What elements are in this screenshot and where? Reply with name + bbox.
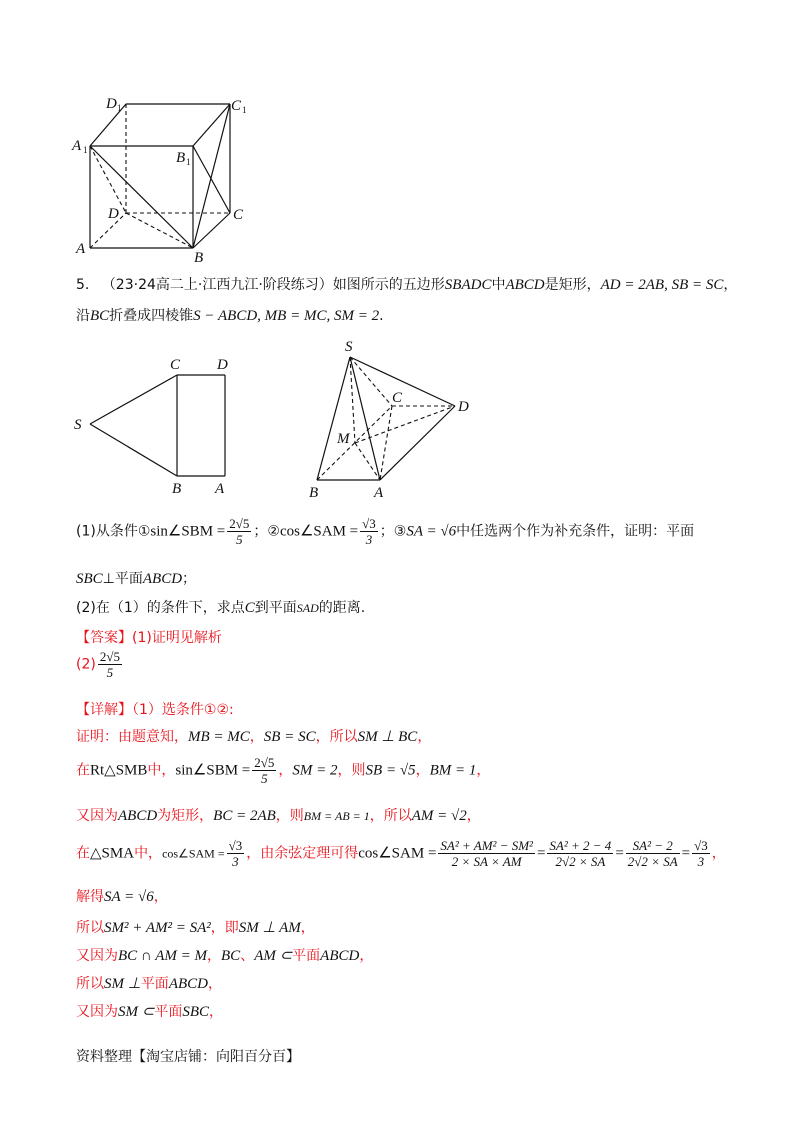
detail-l7-plane: 平面 (292, 948, 321, 964)
detail-l4-end: ， (711, 845, 726, 862)
problem-line2-text: 沿 (76, 308, 90, 324)
answer-part2-den: 5 (106, 665, 114, 680)
q1-c2-num: √3 (362, 516, 376, 531)
detail-l9-m2: SBC (182, 1004, 209, 1020)
detail-l2-sb: SB = √5 (365, 762, 416, 779)
detail-l4-cos2: cos∠SAM = (358, 845, 437, 862)
q1-c1-den: 5 (236, 532, 243, 547)
cube-label-b1-sub: 1 (186, 157, 191, 167)
cube-label-d: D (108, 206, 119, 222)
detail-l2-then: ，则 (337, 762, 366, 779)
detail-l3-mid: 为矩形， (157, 808, 214, 824)
q1-plane-abcd: ABCD (142, 571, 183, 587)
detail-l4-f2d: 2√2 × SA (555, 854, 606, 869)
detail-tag: 【详解】 (76, 702, 132, 718)
detail-l1-text: 证明：由题意知， (76, 729, 188, 745)
problem-line-1 (76, 274, 737, 294)
detail-l4-num: √3 (228, 838, 243, 853)
detail-l4-text: 在 (76, 845, 90, 862)
pentagon-label-a: A (215, 481, 225, 497)
detail-l4-f1n: SA² + AM² − SM² (440, 838, 533, 853)
detail-l3-so: ，所以 (369, 808, 412, 824)
detail-l7-m4: ABCD (320, 948, 360, 964)
detail-l8-m: SM ⊥ (104, 976, 141, 992)
q2-point: C (244, 600, 255, 616)
pyramid-label-c: C (392, 390, 403, 406)
cube-label-a: A (76, 241, 86, 257)
detail-l7-text: 又因为 (76, 948, 118, 964)
q1-plane-sbc: SBC (76, 571, 103, 587)
q1-line-1 (76, 516, 694, 547)
q1-line2-end: ； (182, 571, 197, 587)
detail-l3-end: ， (466, 808, 481, 824)
detail-l2-bm: BM = 1 (429, 762, 477, 779)
pyramid-figure (305, 335, 490, 505)
detail-l7-dun: 、 (240, 948, 255, 964)
detail-l4-fraction-3 (626, 838, 680, 869)
detail-l4-mid: 中， (134, 845, 163, 862)
problem-math-pyramid: S − ABCD, MB = MC, SM = 2 (193, 308, 380, 324)
detail-l7-end: ， (359, 948, 374, 964)
detail-head (76, 699, 234, 719)
detail-l6-m2: SM ⊥ AM (238, 920, 301, 936)
cube-label-d1-sub: 1 (117, 103, 122, 113)
detail-l3-m2: BC = 2AB (213, 808, 276, 824)
detail-l6-end: ， (300, 920, 315, 936)
detail-l1-end: ， (417, 729, 432, 745)
problem-stem-comma: ， (723, 277, 738, 293)
detail-l4-fraction-0 (227, 838, 245, 869)
q1-prefix: (1)从条件① (76, 523, 151, 540)
detail-l7-sep: ， (207, 948, 222, 964)
detail-l4-cos: cos∠SAM = (162, 846, 225, 861)
detail-l3-m4: AM = √2 (411, 808, 467, 824)
problem-stem-mid: 中 (491, 277, 506, 293)
q2-mid: 到平面 (254, 600, 297, 616)
detail-line-1 (76, 726, 431, 746)
q1-c2-fraction (360, 516, 378, 547)
detail-l4-tri: △SMA (90, 845, 135, 862)
problem-math-cond: AD = 2AB, SB = SC (600, 277, 724, 293)
problem-line2-rest: 折叠成四棱锥 (109, 308, 194, 324)
detail-l2-sin: sin∠SBM = (175, 762, 251, 779)
q1-suffix: 中任选两个作为补充条件，证明：平面 (456, 523, 695, 540)
detail-l5-m: SA = √6 (104, 889, 154, 905)
detail-line-6 (76, 917, 315, 937)
q1-c1-left: sin∠SBM = (150, 523, 226, 540)
detail-l1-m2: SB = SC (263, 729, 316, 745)
q1-c1-fraction (227, 516, 251, 547)
answer-tag: 【答案】 (76, 630, 132, 646)
cube-label-b1: B (176, 150, 186, 166)
q1-c2-prefix: ；② (253, 523, 280, 540)
detail-l2-sm: SM = 2 (292, 762, 338, 779)
pentagon-label-s: S (74, 417, 82, 433)
detail-line-5 (76, 886, 168, 906)
detail-line-3 (76, 805, 481, 825)
detail-l1-sep: ， (249, 729, 264, 745)
detail-l2-end: ， (476, 762, 491, 779)
detail-l5-end: ， (153, 889, 168, 905)
detail-l9-end: ， (209, 1004, 223, 1020)
cube-label-d1: D (106, 96, 117, 112)
detail-l9-text: 又因为 (76, 1004, 118, 1020)
cube-label-c: C (233, 207, 244, 223)
detail-l4-f1d: 2 × SA × AM (451, 854, 522, 869)
detail-l3-text: 又因为 (76, 808, 118, 824)
pentagon-label-c: C (170, 357, 181, 373)
detail-l4-fraction-2 (547, 838, 613, 869)
detail-l8-end: ， (207, 976, 222, 992)
detail-l9-plane: 平面 (154, 1004, 183, 1020)
detail-l3-m1: ABCD (118, 808, 158, 824)
detail-line-4: 在△SMA中，cos∠SAM = $\frac{√3}{3}$ ，由余弦定理可得cos∠SAM = $\frac{\text{SA² + AM² − SM²}}{2 \times SA \times AM}$ = $\frac{\text{SA² + 2 − 4}}{2√2 \times SA}$ = $\frac{\text{SA² − 2}}{2√2 \times SA}$ = $\frac{√3}{3}$ ， (76, 838, 726, 869)
pentagon-figure (70, 352, 245, 497)
detail-l7-m2: BC (221, 948, 241, 964)
pentagon-label-b: B (172, 481, 182, 497)
pyramid-label-a: A (374, 485, 384, 501)
problem-line2-end: . (379, 308, 384, 324)
q1-perp-text: ⊥平面 (102, 571, 143, 587)
answer-part2-fraction (98, 649, 122, 680)
cube-label-b: B (194, 250, 204, 266)
detail-line-7 (76, 945, 373, 965)
detail-l6-text: 所以 (76, 920, 104, 936)
problem-math-sbadc: SBADC (444, 277, 492, 293)
detail-l2-mid: 中， (147, 762, 176, 779)
detail-l4-law: ，由余弦定理可得 (246, 845, 359, 862)
pyramid-label-m: M (337, 431, 350, 447)
detail-l3-m3: BM = AB = 1 (303, 809, 370, 823)
q1-c2-den: 3 (365, 532, 373, 547)
detail-line-2 (76, 755, 490, 786)
q1-c3-prefix: ；③ (379, 523, 407, 540)
q2-line (76, 597, 365, 617)
detail-l4-f2n: SA² + 2 − 4 (549, 838, 612, 853)
detail-l5-text: 解得 (76, 889, 104, 905)
cube-label-a1-sub: 1 (83, 145, 88, 155)
detail-l4-f4d: 3 (697, 854, 705, 869)
q2-suffix: 的距离. (318, 600, 366, 616)
detail-l2-sep2: ， (415, 762, 430, 779)
problem-stem: 如图所示的五边形 (332, 277, 445, 293)
cube-label-c1: C (231, 98, 242, 114)
pyramid-label-d: D (458, 399, 469, 415)
detail-l2-fraction (252, 755, 276, 786)
detail-l7-m3: AM ⊂ (254, 948, 293, 964)
detail-l4-f3n: SA² − 2 (626, 838, 680, 854)
detail-l7-m1: BC ∩ AM = M (118, 948, 208, 964)
problem-math-abcd: ABCD (505, 277, 545, 293)
q1-c2-left: cos∠SAM = (279, 523, 359, 540)
pyramid-label-b: B (309, 485, 319, 501)
q1-c3-math: SA = √6 (406, 523, 457, 540)
problem-math-bc: BC (90, 308, 110, 324)
detail-l1-m1: MB = MC (188, 729, 250, 745)
q2-prefix: (2)在（1）的条件下，求点 (76, 600, 245, 616)
q2-plane: SAD (296, 601, 319, 615)
detail-l3-then: ，则 (275, 808, 304, 824)
answer-part2-label: (2) (76, 656, 96, 673)
pentagon-label-d: D (217, 357, 228, 373)
detail-l6-mid: ，即 (210, 920, 239, 936)
problem-line-2 (76, 305, 384, 325)
problem-source: （23·24高二上·江西九江·阶段练习） (101, 277, 333, 293)
page-footer: 资料整理【淘宝店铺：向阳百分百】 (76, 1049, 300, 1065)
detail-l2-num: 2√5 (254, 755, 275, 770)
cube-figure (70, 92, 260, 267)
answer-line-1 (76, 627, 222, 647)
cube-label-c1-sub: 1 (242, 105, 247, 115)
detail-l2-sep: ， (278, 762, 293, 779)
detail-l9-m: SM ⊂ (118, 1004, 155, 1020)
detail-l6-m: SM² + AM² = SA² (104, 920, 211, 936)
q1-line-2 (76, 568, 196, 588)
answer-line-2 (76, 649, 124, 680)
problem-number: 5. (76, 277, 90, 293)
pyramid-label-s: S (345, 339, 353, 355)
detail-l4-den: 3 (232, 854, 239, 869)
answer-part1: (1)证明见解析 (132, 630, 222, 646)
detail-l2-tri: Rt△SMB (90, 762, 148, 779)
detail-l2-den: 5 (261, 771, 268, 786)
detail-line-8 (76, 973, 222, 993)
detail-l1-mid: ，所以 (315, 729, 358, 745)
q1-c1-num: 2√5 (229, 516, 250, 531)
detail-l4-f3d: 2√2 × SA (627, 854, 678, 869)
detail-l8-m2: ABCD (168, 976, 208, 992)
detail-l1-m3: SM ⊥ BC (357, 729, 418, 745)
answer-part2-num: 2√5 (99, 649, 120, 664)
detail-l2-text: 在 (76, 762, 90, 779)
detail-l8-plane: 平面 (140, 976, 169, 992)
detail-l8-text: 所以 (76, 976, 104, 992)
detail-l4-fraction-4 (692, 838, 710, 869)
cube-label-a1: A (72, 138, 82, 154)
detail-head-text: （1）选条件①②: (132, 702, 234, 718)
detail-line-9 (76, 1001, 223, 1021)
detail-l4-f4n: √3 (694, 838, 708, 853)
problem-stem-is: 是矩形， (544, 277, 601, 293)
detail-l4-fraction-1 (438, 838, 535, 869)
